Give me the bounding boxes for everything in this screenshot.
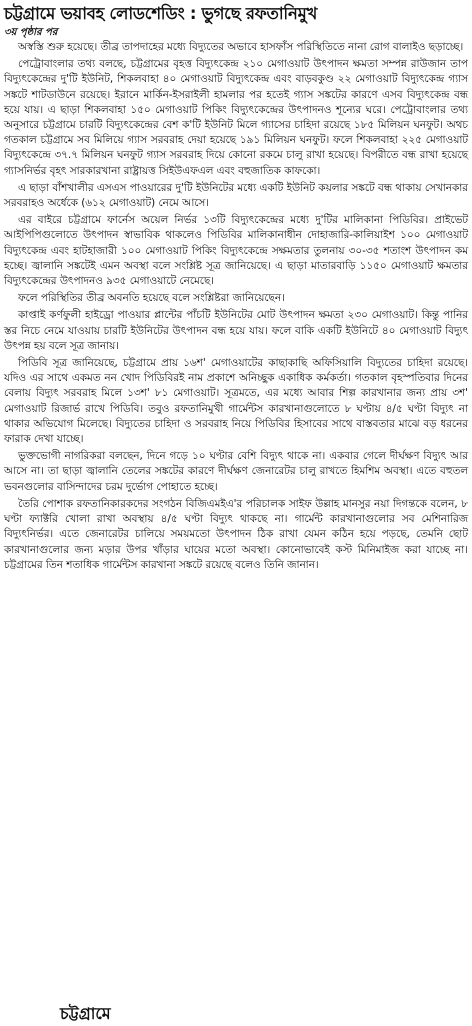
paragraph: পেট্রোবাংলার তথ্য বলছে, চট্টগ্রামের বৃহত্ত বিদ্যুৎকেন্দ্র ২১০ মেগাওয়াট উৎপাদন ক্ষমতা সম্পন্ন রাউজান তাপ বিদ্যুৎকেন্দ্রের দু'টি ইউনিট, শিকলবাহা ৪০ মেগাওয়াট বিদ্যুৎকেন্দ্র এবং বাড়বকুণ্ড ২২ মেগাওয়াট বিদ্যুৎকেন্দ্র গ্যাস সঙ্কটে শাটডাউনে রয়েছে। ইরানে মার্কিন-ইসরাইলী হামলার পর হতেই গ্যাস সঙ্কটের কারণে এসব বিদ্যুৎকেন্দ্র বন্ধ হয়ে যায়। এ ছাড়া শিকলবাহা ১৫০ মেগাওয়াট পিকিং বিদ্যুৎকেন্দ্রের উৎপাদনও শূন্যের ঘরে। পেট্রোবাংলার তথ্য অনুসারে চট্টগ্রামে চারটি বিদ্যুৎকেন্দ্রের বেশ ক'টি ইউনিট মিলে গ্যাসের চাহিদা রয়েছে ১৮৫ মিলিয়ন ঘনফুট। অথচ গতকাল চট্টগ্রামে সব মিলিয়ে গ্যাস সরবরাহ দেয়া হয়েছে ১৯১ মিলিয়ন ঘনফুট। ফলে শিকলবাহা ২২৫ মেগাওয়াট বিদ্যুৎকেন্দ্রে ৩৭.৭ মিলিয়ন ঘনফুট গ্যাস সরবরাহ দিয়ে কোনো রকমে চালু রাখা হয়েছে। বিপরীতে বন্ধ রাখা হয়েছে গ্যাসনির্ভর বৃহৎ সারকারখানা রাষ্ট্রায়ত্ত সিইউএফএল এবং বহুজাতিক কাফকো। [4, 58, 468, 177]
paragraph: এ ছাড়া বাঁশখালীর এসএস পাওয়ারের দু'টি ইউনিটের মধ্যে একটি ইউনিট কয়লার সঙ্কটে বন্ধ থাকায় সেখানকার সরবরাহও অর্ধেকে (৬১২ মেগাওয়াট) নেমে আসে। [4, 181, 468, 210]
paragraph: ভুক্তভোগী নাগরিকরা বলছেন, দিনে গড়ে ১০ ঘণ্টার বেশি বিদ্যুৎ থাকে না। একবার গেলে দীর্ঘক্ষণ বিদ্যুৎ আর আসে না। তা ছাড়া জ্বালানি তেলের সঙ্কটের কারণে দীর্ঘক্ষণ জেনারেটর চালু রাখতে হিমশিম অবস্থা। এতে বহুতল ভবনগুলোর বাসিন্দাদের চরম দুর্ভোগ পোহাতে হচ্ছে। [4, 450, 468, 493]
paragraph: এর বাইরে চট্টগ্রামে ফার্নেস অয়েল নির্ভর ১৩টি বিদ্যুৎকেন্দ্রের মধ্যে দু'টির মালিকানা পিডিবির। প্রাইভেট আইপিপিগুলোতে উৎপাদন স্বাভাবিক থাকলেও পিডিবির মালিকানাধীন দোহাজারি-কালিয়াইশ ১০০ মেগাওয়াট বিদ্যুৎকেন্দ্র এবং হাটহাজারী ১০০ মেগাওয়াট পিকিং বিদ্যুৎকেন্দ্রে সক্ষমতার তুলনায় ৩০-৩৫ শতাংশ উৎপাদন কম হচ্ছে। জ্বালানি সঙ্কটেই এমন অবস্থা বলে সংশ্লিষ্ট সূত্র জানিয়েছে। এ ছাড়া মাতারবাড়ি ১১৫০ মেগাওয়াট ক্ষমতার বিদ্যুৎকেন্দ্রের উৎপাদনও ৯৩৫ মেগাওয়াটে নেমেছে। [4, 214, 468, 288]
article-headline: চট্টগ্রামে ভয়াবহ লোডশেডিং : ভুগছে রফতানিমুখ [4, 4, 317, 23]
paragraph: পিডিবি সূত্র জানিয়েছে, চট্টগ্রামে প্রায় ১৬শ' মেগাওয়াটের কাছাকাছি অফিসিয়ালি বিদ্যুতের চাহিদা রয়েছে। যদিও এর সাথে একমত নন খোদ পিডিবিরই নাম প্রকাশে অনিচ্ছুক একাধিক কর্মকর্তা। গতকাল বৃহস্পতিবার দিনের বেলায় বিদ্যুৎ সরবরাহ মিলে ১৩শ' ৮১ মেগাওয়াট। সূত্রমতে, এর মধ্যে আবার শিল্প কারখানার জন্য প্রায় ৩শ' মেগাওয়াট রিজার্ভ রাখে পিডিবি। তবুও রফতানিমুখী গার্মেন্টস কারখানাগুলোতে ৮ ঘণ্টায় ৪/৫ ঘণ্টা বিদ্যুৎ না থাকার অভিযোগ মিলেছে। বিদ্যুতের চাহিদা ও সরবরাহ নিয়ে পিডিবির হিসাবের সাথে বাস্তবতার মাঝে বড় ধরনের ফারাক দেখা যাচ্ছে। [4, 357, 468, 446]
next-article-headline-fragment: চট্টগ্রামে [60, 1004, 111, 1023]
article-body [4, 40, 468, 1002]
paragraph: ফলে পরিস্থিতির তীব্র অবনতি হয়েছে বলে সংশ্লিষ্টরা জানিয়েছেন। [18, 292, 285, 305]
paragraph: কাপ্তাই কর্ণফুলী হাইড্রো পাওয়ার প্লান্টের পাঁচটি ইউনিটের মোট উৎপাদন ক্ষমতা ২৩০ মেগাওয়াট। কিন্তু পানির স্তর নিচে নেমে যাওয়ায় চারটি ইউনিটের উৎপাদন বন্ধ হয়ে যায়। ফলে বাকি একটি ইউনিটে ৪০ মেগাওয়াট বিদ্যুৎ উৎপন্ন হয় বলে সূত্র জানায়। [4, 309, 468, 352]
paragraph: তৈরি পোশাক রফতানিকারকদের সংগঠন বিজিএমইএ'র পরিচালক সাইফ উল্লাহ মানসুর নয়া দিগন্তকে বলেন, ৮ ঘণ্টা ফ্যাক্টরি খোলা রাখা অবস্থায় ৪/৫ ঘণ্টা বিদ্যুৎ থাকছে না। গার্মেন্ট কারখানাগুলোর সব মেশিনারিজ বিদ্যুৎনির্ভর। এতে জেনারেটর চালিয়ে সময়মতো উৎপাদন ঠিক রাখা যেমন কঠিন হয়ে পড়ছে, তেমনি ছোট কারখানাগুলোর জন্য মড়ার উপর খাঁড়ার ঘায়ের মতো অবস্থা। কোনোভাবেই কস্ট মিনিমাইজ করা যাচ্ছে না। চট্টগ্রামের তিন শতাধিক গার্মেন্টস কারখানা সঙ্কটে রয়েছে বলেও তিনি জানান। [4, 497, 468, 571]
paragraph: অস্বস্তি শুরু হয়েছে। তীব্র তাপদাহের মধ্যে বিদ্যুতের অভাবে হাসফাঁস পরিস্থিতিতে নানা রোগ বালাইও ছড়াচ্ছে। [18, 41, 464, 53]
continued-from-label: ৩য় পৃষ্ঠার পর [4, 27, 58, 38]
